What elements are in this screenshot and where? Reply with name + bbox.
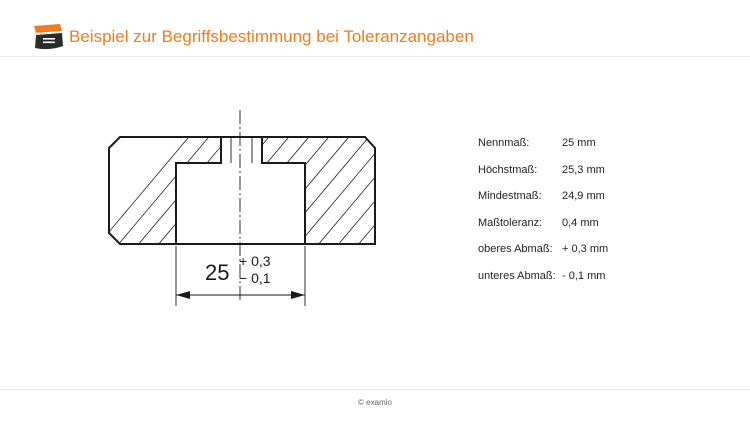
spec-value: 25,3 mm bbox=[562, 163, 605, 176]
spec-value: 0,4 mm bbox=[562, 216, 599, 229]
spec-value: 24,9 mm bbox=[562, 190, 605, 202]
spec-label: oberes Abmaß: bbox=[478, 243, 553, 255]
spec-label: Mindestmaß: bbox=[478, 190, 542, 202]
page-title: Beispiel zur Begriffsbestimmung bei Toleranzangaben bbox=[69, 27, 474, 46]
spec-value: + 0,3 mm bbox=[562, 243, 609, 255]
nominal-dimension: 25 bbox=[205, 260, 230, 285]
upper-tolerance: + 0,3 bbox=[239, 253, 271, 269]
footer-copyright: © examio bbox=[358, 398, 392, 407]
spec-label: Höchstmaß: bbox=[478, 163, 538, 176]
spec-label: Maßtoleranz: bbox=[478, 216, 543, 229]
section-hatching bbox=[60, 100, 520, 290]
dimension-arrow-right bbox=[291, 291, 305, 299]
lower-tolerance: − 0,1 bbox=[239, 270, 271, 286]
spec-label: Nennmaß: bbox=[478, 137, 530, 149]
spec-value: - 0,1 mm bbox=[562, 269, 606, 282]
footer-divider bbox=[0, 389, 750, 390]
spec-label: unteres Abmaß: bbox=[478, 269, 556, 282]
dimension-arrow-left bbox=[176, 291, 190, 299]
spec-value: 25 mm bbox=[562, 137, 596, 149]
